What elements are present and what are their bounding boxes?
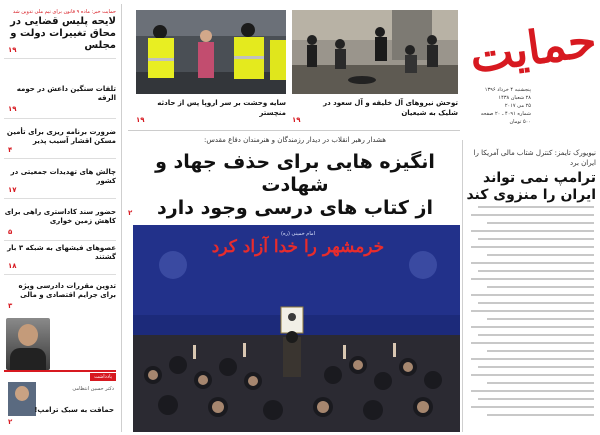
issue-price: ۵۰۰ تومان <box>509 119 531 125</box>
left-story[interactable] <box>4 85 116 103</box>
story-headline: لایحه پلیس قضایی در محاق تغییرات دولت و مجلس <box>10 16 116 51</box>
person-photo <box>6 318 50 370</box>
left-story[interactable] <box>4 282 116 300</box>
page-ref: ۱۷ <box>8 186 17 194</box>
issue-info <box>465 86 531 126</box>
newspaper-logo <box>466 6 600 90</box>
story-headline: تدوین مقررات دادرسی ویژه برای جرایم اقتصادی و مالی <box>18 282 116 299</box>
main-headline[interactable] <box>128 151 462 220</box>
left-column <box>0 0 120 435</box>
banner-slogan: خرمشهر را خدا آزاد کرد <box>211 237 385 257</box>
issue-number: شماره ۴۰۹۱ ـ ۲۰ صفحه <box>480 111 531 117</box>
editorial-box[interactable] <box>4 370 116 430</box>
divider <box>4 58 116 59</box>
story-body-text <box>468 206 594 424</box>
divider <box>4 118 116 119</box>
author-name: دکتر حسین انتظامی <box>72 386 114 392</box>
news-photo <box>136 10 286 94</box>
left-story[interactable] <box>4 168 116 186</box>
top-story-bahrain[interactable] <box>292 10 458 126</box>
author-photo <box>8 382 36 416</box>
issue-date: پنجشنبه ۴ خرداد ۱۳۹۶ <box>484 87 531 93</box>
divider <box>4 158 116 159</box>
story-headline: توحش نیروهای آل خلیفه و آل سعود در شلیک به شیعیان <box>323 99 458 117</box>
page-ref: ۱۸ <box>8 262 17 270</box>
page-ref: ۲ <box>128 209 133 217</box>
divider <box>4 240 116 241</box>
portrait-photo <box>6 318 116 370</box>
masthead <box>463 0 600 140</box>
main-headline-line2: از کتاب های درسی وجود دارد <box>157 197 433 219</box>
story-kicker: نیویورک تایمز: کنترل شتاب مالی آمریکا را ایران برد <box>473 149 596 167</box>
logo-wordmark: حمایت <box>466 12 600 84</box>
page-ref: ۳ <box>8 302 13 310</box>
left-story[interactable] <box>4 208 116 226</box>
editorial-label: یادداشت <box>90 373 116 381</box>
news-photo <box>292 10 458 94</box>
divider <box>128 130 460 131</box>
story-headline: ضرورت برنامه ریزی برای تأمین مسکن اقشار آسیب پذیر <box>6 128 116 145</box>
issue-hijri-date: ۲۸ شعبان ۱۴۳۸ <box>498 95 531 101</box>
left-story[interactable] <box>4 128 116 146</box>
main-kicker: هشدار رهبر انقلاب در دیدار رزمندگان و هنرمندان دفاع مقدس: <box>204 136 386 144</box>
banner-attribution: امام خمینی (ره) <box>281 231 315 237</box>
column-divider <box>121 4 122 432</box>
issue-gregorian-date: ۲۵ می ۲۰۱۷ <box>504 103 531 109</box>
page-ref: ۱۹ <box>8 46 17 54</box>
page-ref: ۱۹ <box>136 116 145 124</box>
story-headline: سایه وحشت بر سر اروپا پس از حادثه منچستر <box>157 99 286 117</box>
lead-photo <box>133 225 460 432</box>
page-ref: ۲ <box>8 418 13 426</box>
story-headline: عصوهای فیشهای به شبکه ۳ بار گشتند <box>7 244 116 261</box>
page-ref: ۴ <box>8 146 13 154</box>
editorial-headline: حماقت به سبک ترامپ! <box>34 406 114 414</box>
story-headline[interactable]: ترامپ نمی تواند ایران را منزوی کند <box>466 170 596 203</box>
left-story[interactable] <box>4 244 116 262</box>
story-headline: تلفات سنگین داعش در حومه الرقه <box>16 85 116 102</box>
story-headline: چالش های تهدیدات جمعیتی در کشور <box>10 168 116 185</box>
right-column <box>463 140 600 435</box>
top-story-manchester[interactable] <box>136 10 286 126</box>
page-ref: ۱۹ <box>8 105 17 113</box>
left-story[interactable] <box>4 8 116 52</box>
divider <box>4 198 116 199</box>
story-headline: حضور سند کاداستری راهی برای کاهش زمین خواری <box>4 208 116 225</box>
divider <box>4 274 116 275</box>
page-ref: ۱۹ <box>292 116 301 124</box>
page-ref: ۵ <box>8 228 13 236</box>
story-kicker: حمایت خبر: ماده ۹ قانون برای تیم ملی تدوین شد <box>12 9 116 15</box>
main-headline-line1: انگیزه هایی برای حذف جهاد و شهادت <box>155 151 435 196</box>
